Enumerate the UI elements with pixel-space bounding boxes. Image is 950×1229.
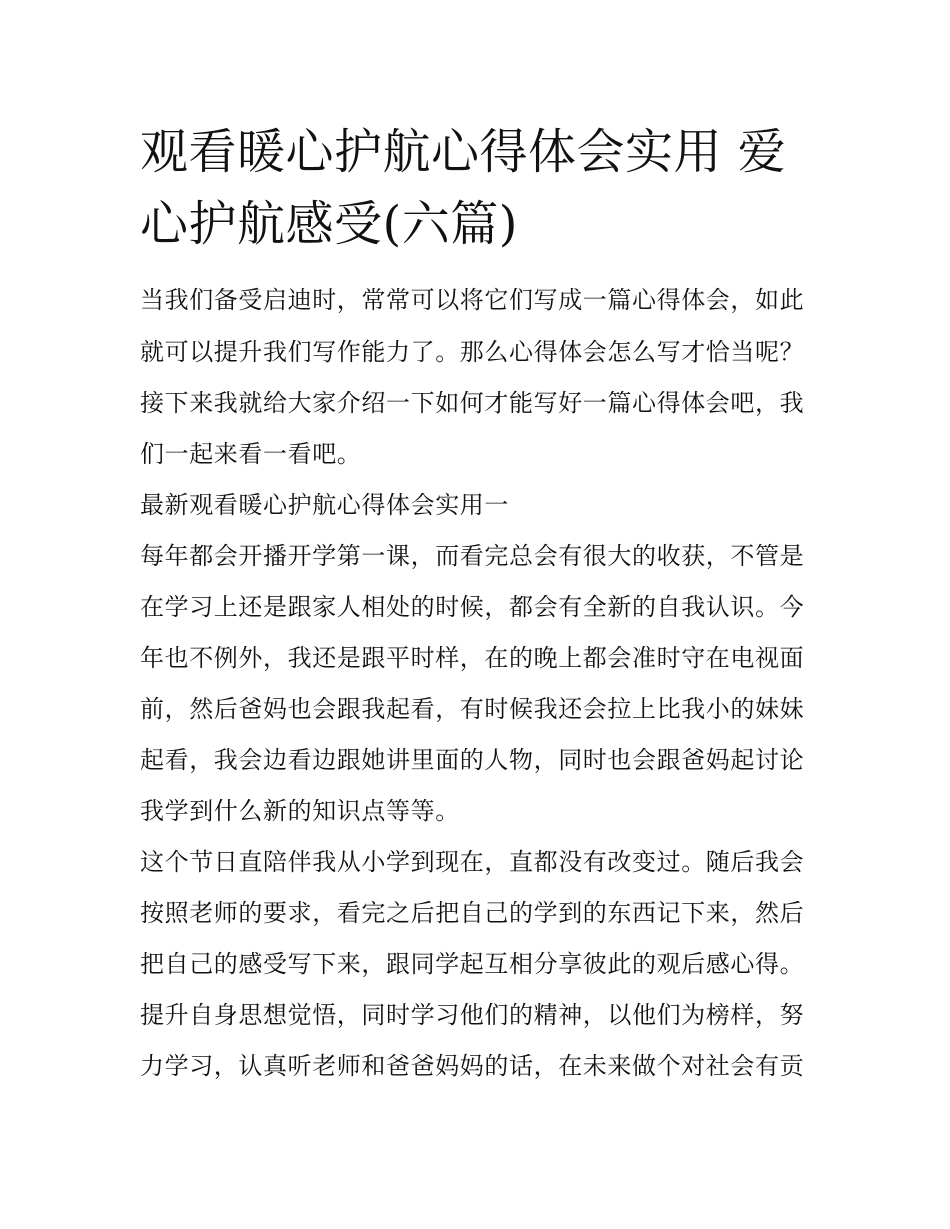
body-line-p1-1: 每年都会开播开学第一课，而看完总会有很大的收获，不管是 bbox=[140, 542, 805, 570]
body-line-p2-3: 把自己的感受写下来，跟同学起互相分享彼此的观后感心得。 bbox=[140, 950, 805, 978]
body-line-p2-5: 力学习，认真听老师和爸爸妈妈的话，在未来做个对社会有贡 bbox=[140, 1052, 805, 1080]
section-heading: 最新观看暖心护航心得体会实用一 bbox=[140, 491, 509, 519]
body-line-intro-3: 接下来我就给大家介绍一下如何才能写好一篇心得体会吧，我 bbox=[140, 389, 805, 417]
body-line-p2-4: 提升自身思想觉悟，同时学习他们的精神，以他们为榜样，努 bbox=[140, 1001, 805, 1029]
body-line-p1-4: 前，然后爸妈也会跟我起看，有时候我还会拉上比我小的妹妹 bbox=[140, 695, 805, 723]
document-title: 观看暖心护航心得体会实用 爱心护航感受(六篇) bbox=[140, 124, 787, 252]
body-line-p1-3: 年也不例外，我还是跟平时样，在的晚上都会准时守在电视面 bbox=[140, 644, 805, 672]
body-line-intro-4: 们一起来看一看吧。 bbox=[140, 440, 362, 468]
body-line-p1-2: 在学习上还是跟家人相处的时候，都会有全新的自我认识。今 bbox=[140, 593, 805, 621]
body-line-p1-5: 起看，我会边看边跟她讲里面的人物，同时也会跟爸妈起讨论 bbox=[140, 746, 805, 774]
body-line-p2-2: 按照老师的要求，看完之后把自己的学到的东西记下来，然后 bbox=[140, 899, 805, 927]
body-line-intro-1: 当我们备受启迪时，常常可以将它们写成一篇心得体会，如此 bbox=[140, 286, 805, 314]
body-line-p2-1: 这个节日直陪伴我从小学到现在，直都没有改变过。随后我会 bbox=[140, 848, 805, 876]
body-line-p1-6: 我学到什么新的知识点等等。 bbox=[140, 797, 460, 825]
body-line-intro-2: 就可以提升我们写作能力了。那么心得体会怎么写才恰当呢？ bbox=[140, 338, 805, 366]
